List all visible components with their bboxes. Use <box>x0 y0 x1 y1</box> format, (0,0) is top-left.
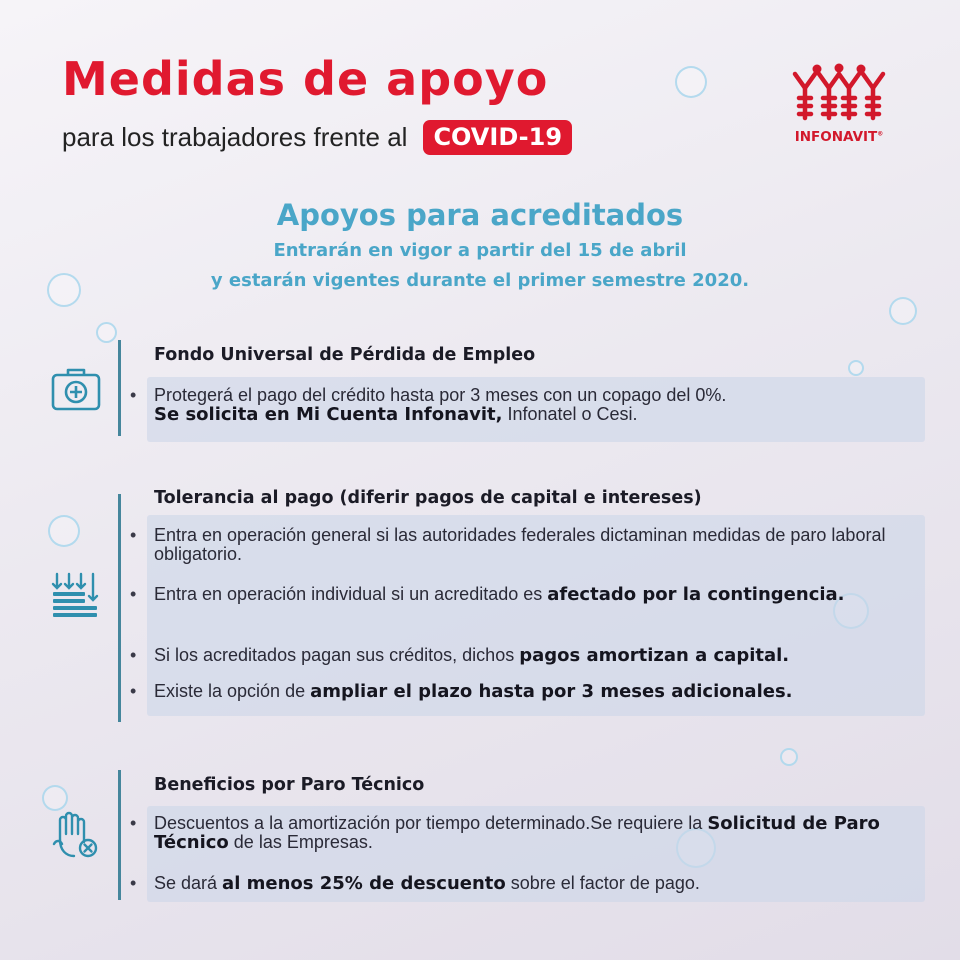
bubble <box>48 515 80 547</box>
bubble <box>780 748 798 766</box>
validity-note-line-2: y estarán vigentes durante el primer semestre 2020. <box>210 270 750 291</box>
block-title: Fondo Universal de Pérdida de Empleo <box>154 345 536 365</box>
bubble <box>96 322 117 343</box>
bubble <box>42 785 68 811</box>
block-divider-line <box>118 494 121 722</box>
infonavit-logo <box>782 62 896 145</box>
list-item: Entra en operación general si las autoridades federales dictaminan medidas de paro laboral obligatorio. <box>154 525 886 564</box>
covid-badge: COVID-19 <box>423 120 572 155</box>
bullet: • <box>130 525 137 545</box>
bullet: • <box>130 813 137 833</box>
stop-hand-icon <box>50 810 100 865</box>
block-title: Tolerancia al pago (diferir pagos de capital e intereses) <box>154 488 702 508</box>
bubble <box>848 360 864 376</box>
list-item: Se dará al menos 25% de descuento sobre el factor de pago. <box>154 873 700 894</box>
validity-note-line-1: Entrarán en vigor a partir del 15 de abril <box>273 240 687 261</box>
bubble <box>889 297 917 325</box>
bullet: • <box>130 584 137 604</box>
deferred-payments-icon <box>51 572 99 627</box>
list-item: Entra en operación individual si un acreditado es afectado por la contingencia. <box>154 584 845 605</box>
bubble <box>675 66 707 98</box>
list-item: Existe la opción de ampliar el plazo hasta por 3 meses adicionales. <box>154 681 793 702</box>
bullet: • <box>130 385 137 405</box>
block-title: Beneficios por Paro Técnico <box>154 775 425 795</box>
subtitle: para los trabajadores frente al <box>62 122 408 152</box>
first-aid-kit-icon <box>51 366 101 417</box>
list-item: Protegerá el pago del crédito hasta por 3 meses con un copago del 0%. Se solicita en Mi Cuenta Infonavit, Infonatel o Cesi. <box>154 385 727 425</box>
logo-text: INFONAVIT® <box>794 129 884 145</box>
block-divider-line <box>118 770 121 900</box>
subtitle-line <box>62 120 572 155</box>
infonavit-logo-mark <box>789 62 889 122</box>
list-item: Descuentos a la amortización por tiempo determinado.Se requiere la Solicitud de Paro Técnico de las Empresas. <box>154 813 880 853</box>
block-divider-line <box>118 340 121 436</box>
bullet: • <box>130 681 137 701</box>
page-title: Medidas de apoyo <box>62 52 549 106</box>
bullet: • <box>130 873 137 893</box>
bullet: • <box>130 645 137 665</box>
list-item: Si los acreditados pagan sus créditos, dichos pagos amortizan a capital. <box>154 645 790 666</box>
section-title: Apoyos para acreditados <box>276 198 684 232</box>
